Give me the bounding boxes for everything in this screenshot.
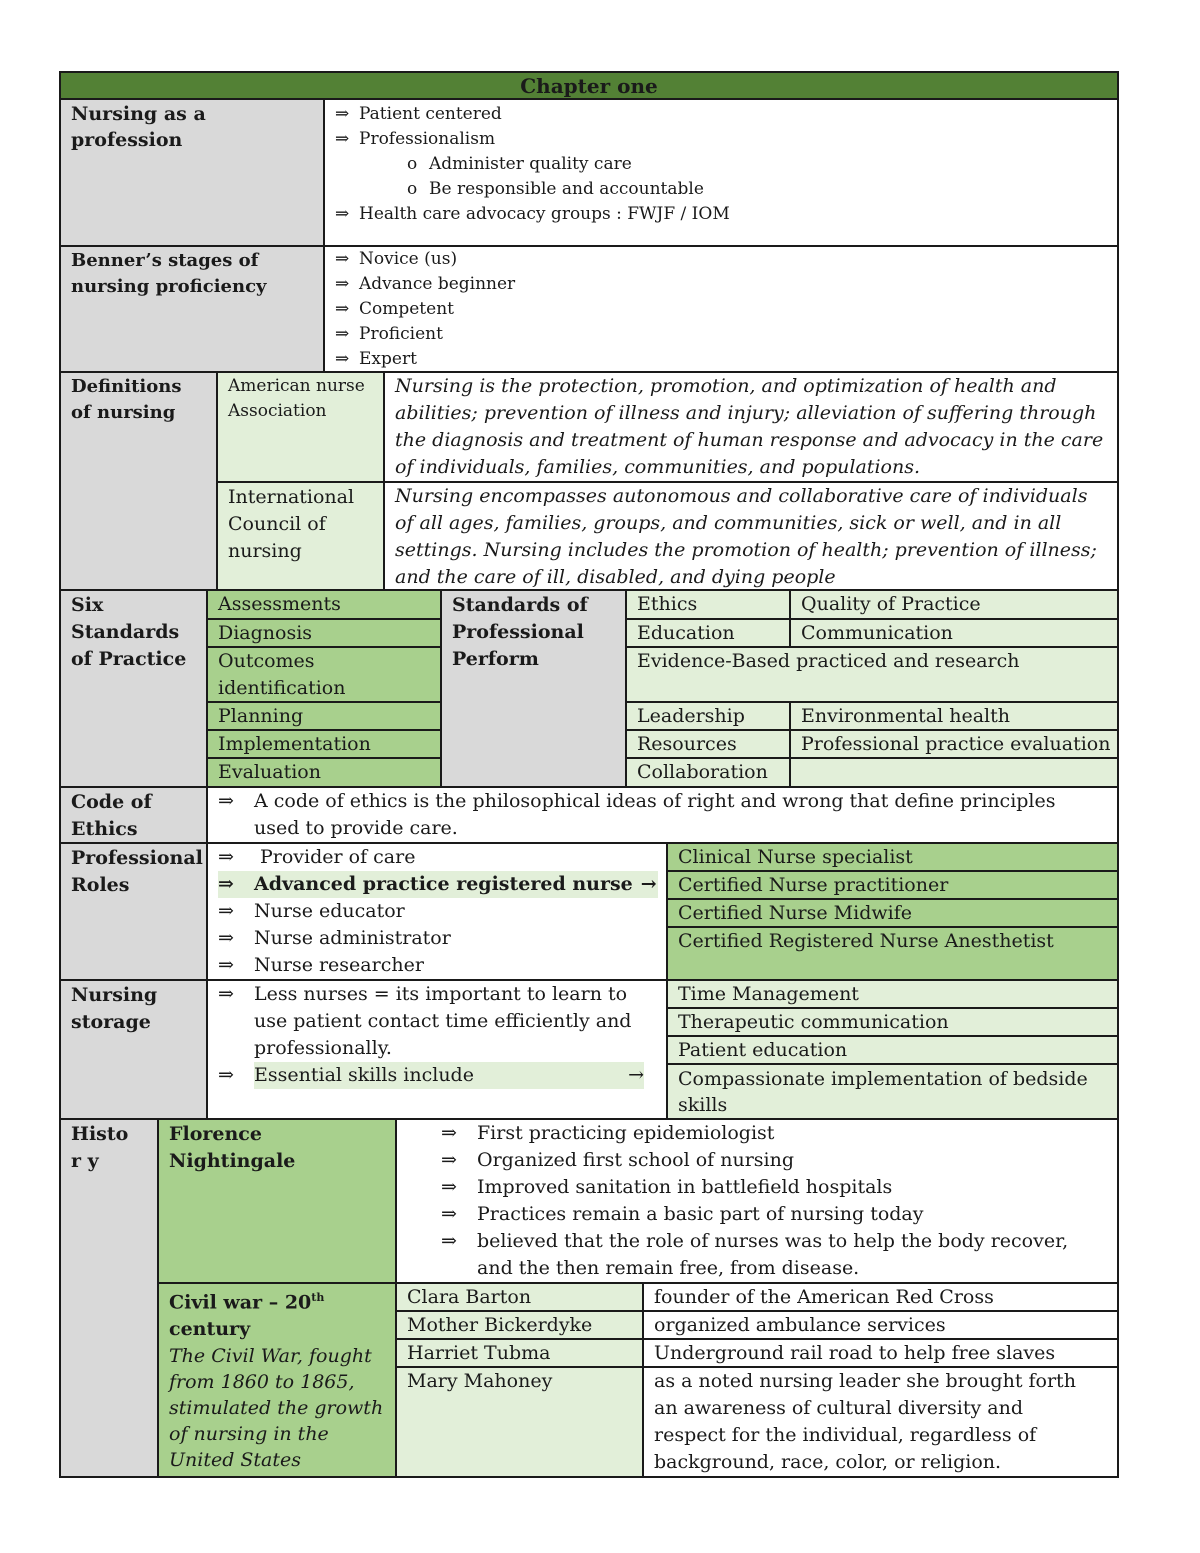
code-text: A code of ethics is the philosophical ideas of right and wrong that define principles used to provide care.: [254, 790, 1056, 839]
civil-war-label-2: century: [169, 1318, 251, 1341]
profession-label-cell: [61, 100, 323, 245]
list-item: ⇒ Proficient: [335, 324, 443, 344]
person-name: Mother Bickerdyke: [395, 1310, 642, 1338]
list-item: ⇒ First practicing epidemiologist: [441, 1122, 775, 1144]
ana-definition-cell: [383, 373, 1117, 481]
nightingale-label-cell: [157, 1120, 395, 1282]
skill-item: Time Management: [666, 981, 1117, 1009]
benner-section: [59, 247, 1119, 373]
list-item: ⇒ Provider of care: [218, 846, 416, 868]
benner-label: Benner’s stages of nursing proficiency: [71, 250, 267, 297]
perf-item: Quality of Practice: [789, 591, 1117, 620]
list-item: ⇒ Improved sanitation in battlefield hospitals: [441, 1176, 893, 1198]
performance-label-cell: [440, 591, 625, 786]
essential-skills-text: Essential skills include: [254, 1064, 474, 1086]
ana-label: American nurse Association: [228, 376, 365, 421]
icn-label-cell: [216, 481, 383, 589]
list-item: ⇒ Expert: [335, 349, 417, 369]
perf-item: Communication: [789, 620, 1117, 648]
person-name: Clara Barton: [395, 1282, 642, 1310]
definitions-label: Definitions of nursing: [71, 376, 182, 423]
storage-text-cell: [206, 981, 666, 1118]
list-item: ⇒ Nurse educator: [218, 900, 405, 922]
practice-item: Assessments: [206, 591, 440, 620]
person-name: Mary Mahoney: [395, 1366, 642, 1476]
title-row: [59, 71, 1119, 100]
sub-item: o Administer quality care: [407, 154, 632, 174]
practice-item: Implementation: [206, 731, 440, 759]
list-item: ⇒ Advance beginner: [335, 274, 516, 294]
storage-section: [59, 981, 1119, 1120]
arrow-right-icon: →: [640, 873, 657, 895]
list-item: ⇒ believed that the role of nurses was to help the body recover, and the then remain free, from disease.: [441, 1230, 1069, 1279]
list-item-apn: ⇒ Advanced practice registered nurse →: [218, 871, 658, 898]
roles-label: Professional Roles: [71, 847, 203, 896]
chapter-table: [59, 71, 1119, 1478]
perf-empty-cell: [789, 759, 1117, 786]
civil-war-cell: [157, 1282, 395, 1476]
skill-item: Compassionate implementation of bedside skills: [666, 1065, 1117, 1118]
standards-label: Six Standards of Practice: [71, 594, 187, 670]
history-section: [59, 1120, 1119, 1478]
code-section: [59, 788, 1119, 844]
storage-text: Less nurses = its important to learn to use patient contact time efficiently and professionally.: [254, 983, 632, 1059]
list-item: ⇒ Patient centered: [335, 104, 502, 124]
code-text-cell: [206, 788, 1117, 842]
list-item: ⇒ Professionalism: [335, 129, 496, 149]
ana-definition: Nursing is the protection, promotion, and optimization of health and abilities; prevention of illness and injury; alleviation of suffering through the diagnosis and treatment of human response and advocacy in the care of individuals, families, communities, and populations.: [395, 375, 1104, 478]
practice-item: Planning: [206, 703, 440, 731]
practice-item: Evaluation: [206, 759, 440, 786]
perf-item: Professional practice evaluation: [789, 731, 1117, 759]
roles-section: [59, 844, 1119, 981]
roles-list: [206, 844, 666, 979]
profession-section: [59, 100, 1119, 247]
skill-item: Patient education: [666, 1037, 1117, 1065]
list-item: ⇒ Essential skills include →: [218, 1062, 650, 1089]
perf-item: Collaboration: [625, 759, 789, 786]
civil-war-text: The Civil War, fought from 1860 to 1865, stimulated the growth of nursing in the United States: [169, 1345, 384, 1472]
storage-label-cell: [61, 981, 206, 1118]
chapter-title: Chapter one: [520, 74, 658, 98]
person-desc: Underground rail road to help free slaves: [642, 1338, 1117, 1366]
perf-item: Education: [625, 620, 789, 648]
list-item: ⇒ Less nurses = its important to learn to use patient contact time efficiently and professionally.: [218, 981, 650, 1062]
civil-war-label: Civil war – 20th: [169, 1291, 325, 1314]
nightingale-list: [395, 1120, 1117, 1282]
list-item: ⇒ Novice (us): [335, 249, 458, 269]
list-item: ⇒ A code of ethics is the philosophical ideas of right and wrong that define principles used to provide care.: [218, 788, 1105, 842]
apn-item: Clinical Nurse specialist: [666, 844, 1117, 872]
skill-item: Therapeutic communication: [666, 1009, 1117, 1037]
history-label-cell: [61, 1120, 157, 1476]
performance-label: Standards of Professional Perform: [452, 594, 588, 670]
person-name: Harriet Tubma: [395, 1338, 642, 1366]
ana-label-cell: [216, 373, 383, 481]
profession-label: Nursing as a profession: [71, 103, 206, 151]
definitions-label-cell: [61, 373, 216, 589]
list-item: ⇒ Nurse administrator: [218, 927, 451, 949]
list-item: ⇒ Health care advocacy groups : FWJF / IOM: [335, 204, 730, 224]
list-item: ⇒ Practices remain a basic part of nursing today: [441, 1203, 924, 1225]
list-item: ⇒ Nurse researcher: [218, 954, 424, 976]
code-label-cell: [61, 788, 206, 842]
history-label: Histor y: [71, 1123, 129, 1172]
perf-item: Leadership: [625, 703, 789, 731]
profession-list: [323, 100, 1117, 245]
apn-item: Certified Nurse Midwife: [666, 900, 1117, 928]
roles-label-cell: [61, 844, 206, 979]
apn-item: Certified Registered Nurse Anesthetist: [666, 928, 1117, 979]
sub-item: o Be responsible and accountable: [407, 179, 704, 199]
perf-item: Resources: [625, 731, 789, 759]
person-desc: founder of the American Red Cross: [642, 1282, 1117, 1310]
practice-item: Outcomes identification: [206, 648, 440, 703]
perf-item: Ethics: [625, 591, 789, 620]
person-desc: as a noted nursing leader she brought forth an awareness of cultural diversity and respect for the individual, regardless of background, race, color, or religion.: [642, 1366, 1117, 1476]
practice-item: Diagnosis: [206, 620, 440, 648]
standards-section: [59, 591, 1119, 788]
storage-label: Nursing storage: [71, 984, 158, 1033]
person-desc: organized ambulance services: [642, 1310, 1117, 1338]
icn-label: International Council of nursing: [228, 486, 355, 562]
list-item: ⇒ Organized first school of nursing: [441, 1149, 795, 1171]
perf-item: Environmental health: [789, 703, 1117, 731]
perf-item: Evidence-Based practiced and research: [625, 648, 1117, 703]
code-label: Code of Ethics: [71, 791, 152, 840]
icn-definition: Nursing encompasses autonomous and collaborative care of individuals of all ages, families, groups, and communities, sick or well, and in all settings. Nursing includes the promotion of health; prevention of illness; and the care of ill, disabled, and dying people: [395, 485, 1097, 588]
icn-definition-cell: [383, 481, 1117, 589]
benner-list: [323, 247, 1117, 371]
apn-item: Certified Nurse practitioner: [666, 872, 1117, 900]
definitions-section: [59, 373, 1119, 591]
arrow-right-icon: →: [628, 1064, 644, 1086]
benner-label-cell: [61, 247, 323, 371]
list-item: ⇒ Competent: [335, 299, 454, 319]
standards-label-cell: [61, 591, 206, 786]
nightingale-label: Florence Nightingale: [169, 1123, 296, 1172]
